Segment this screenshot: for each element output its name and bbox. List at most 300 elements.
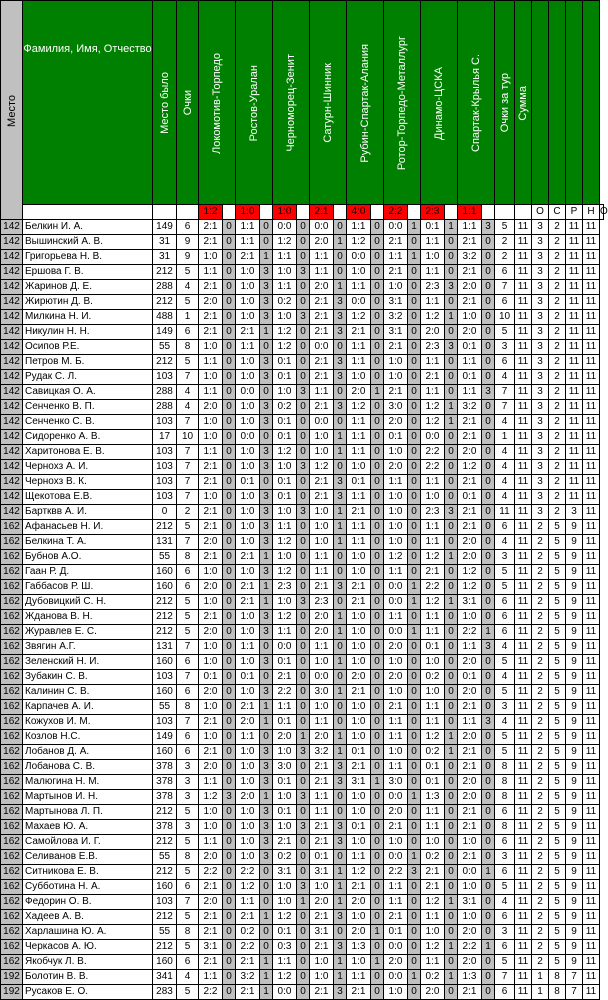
points-cell: 5 xyxy=(177,295,199,310)
prediction-cell: 1:0 xyxy=(384,535,408,550)
stat-cell: 11 xyxy=(583,970,600,985)
prediction-points-cell: 0 xyxy=(408,880,421,895)
place-cell: 162 xyxy=(1,715,23,730)
prediction-points-cell: 0 xyxy=(445,580,458,595)
prediction-cell: 3:1 xyxy=(384,295,408,310)
prediction-cell: 2:1 xyxy=(384,910,408,925)
stat-cell: 11 xyxy=(583,805,600,820)
prediction-points-cell: 0 xyxy=(223,505,236,520)
place-was-cell: 55 xyxy=(153,925,177,940)
results-blank xyxy=(495,205,515,220)
stat-cell: 2 xyxy=(532,850,549,865)
prediction-points-cell: 0 xyxy=(223,820,236,835)
prediction-points-cell: 3 xyxy=(260,625,273,640)
stat-cell: 3 xyxy=(532,370,549,385)
prediction-points-cell: 0 xyxy=(371,640,384,655)
table-row xyxy=(1,805,604,820)
prediction-points-cell: 0 xyxy=(223,460,236,475)
prediction-cell: 1:0 xyxy=(236,445,260,460)
stat-cell: 11 xyxy=(566,490,583,505)
table-row xyxy=(1,445,604,460)
prediction-cell: 2:0 xyxy=(458,655,482,670)
header-match-3: Черноморец-Зенит xyxy=(273,1,310,205)
round-points-cell: 4 xyxy=(495,415,515,430)
prediction-cell: 2:3 xyxy=(273,580,297,595)
prediction-cell: 1:0 xyxy=(199,415,223,430)
prediction-cell: 1:0 xyxy=(273,505,297,520)
place-cell: 142 xyxy=(1,430,23,445)
stat-cell: 11 xyxy=(583,835,600,850)
sum-cell: 11 xyxy=(515,715,532,730)
prediction-cell: 0:0 xyxy=(384,595,408,610)
prediction-points-cell: 3 xyxy=(297,595,310,610)
round-points-cell: 3 xyxy=(495,550,515,565)
prediction-cell: 2:1 xyxy=(236,700,260,715)
stat-cell: 8 xyxy=(549,970,566,985)
prediction-cell: 2:1 xyxy=(347,985,371,1000)
prediction-cell: 1:0 xyxy=(347,550,371,565)
prediction-cell: 1:0 xyxy=(236,490,260,505)
prediction-points-cell: 0 xyxy=(334,925,347,940)
table-row xyxy=(1,265,604,280)
prediction-points-cell: 0 xyxy=(371,805,384,820)
prediction-points-cell: 0 xyxy=(371,415,384,430)
prediction-points-cell: 0 xyxy=(371,940,384,955)
place-cell: 192 xyxy=(1,985,23,1000)
prediction-points-cell: 3 xyxy=(334,490,347,505)
stat-cell: 2 xyxy=(549,265,566,280)
prediction-cell: 2:2 xyxy=(458,625,482,640)
prediction-points-cell: 0 xyxy=(371,685,384,700)
place-was-cell: 288 xyxy=(153,385,177,400)
prediction-points-cell: 0 xyxy=(371,340,384,355)
prediction-points-cell: 0 xyxy=(371,670,384,685)
place-was-cell: 103 xyxy=(153,445,177,460)
match-result-gap xyxy=(334,205,347,220)
prediction-cell: 2:0 xyxy=(310,625,334,640)
prediction-cell: 2:1 xyxy=(458,415,482,430)
round-points-cell: 5 xyxy=(495,955,515,970)
prediction-points-cell: 0 xyxy=(482,235,495,250)
prediction-cell: 2:0 xyxy=(458,445,482,460)
table-row xyxy=(1,550,604,565)
prediction-cell: 1:2 xyxy=(347,310,371,325)
stat-cell: 3 xyxy=(532,325,549,340)
prediction-points-cell: 0 xyxy=(260,925,273,940)
sum-cell: 11 xyxy=(515,745,532,760)
prediction-cell: 0:1 xyxy=(273,475,297,490)
prediction-cell: 0:0 xyxy=(236,385,260,400)
place-cell: 142 xyxy=(1,340,23,355)
prediction-points-cell: 0 xyxy=(445,610,458,625)
prediction-cell: 2:1 xyxy=(458,505,482,520)
prediction-cell: 1:1 xyxy=(273,700,297,715)
prediction-points-cell: 0 xyxy=(371,265,384,280)
prediction-points-cell: 0 xyxy=(260,670,273,685)
place-was-cell: 55 xyxy=(153,550,177,565)
prediction-cell: 1:0 xyxy=(347,805,371,820)
prediction-points-cell: 0 xyxy=(260,235,273,250)
sum-cell: 11 xyxy=(515,280,532,295)
stat-cell: 5 xyxy=(549,685,566,700)
round-points-cell: 5 xyxy=(495,565,515,580)
prediction-points-cell: 0 xyxy=(408,745,421,760)
prediction-points-cell: 0 xyxy=(408,775,421,790)
round-points-cell: 5 xyxy=(495,745,515,760)
prediction-points-cell: 1 xyxy=(334,955,347,970)
prediction-cell: 2:1 xyxy=(384,820,408,835)
prediction-points-cell: 0 xyxy=(408,325,421,340)
place-was-cell: 212 xyxy=(153,520,177,535)
prediction-cell: 1:1 xyxy=(347,340,371,355)
prediction-cell: 0:1 xyxy=(273,490,297,505)
stat-cell: 2 xyxy=(532,610,549,625)
prediction-cell: 1:0 xyxy=(236,355,260,370)
prediction-cell: 2:1 xyxy=(310,760,334,775)
prediction-cell: 1:1 xyxy=(310,385,334,400)
points-cell: 7 xyxy=(177,490,199,505)
prediction-points-cell: 3 xyxy=(334,475,347,490)
sum-cell: 11 xyxy=(515,970,532,985)
place-cell: 142 xyxy=(1,310,23,325)
points-cell: 2 xyxy=(177,505,199,520)
table-row xyxy=(1,910,604,925)
table-row xyxy=(1,340,604,355)
stat-cell: 11 xyxy=(583,580,600,595)
prediction-points-cell: 1 xyxy=(408,625,421,640)
prediction-cell: 1:0 xyxy=(384,835,408,850)
prediction-cell: 1:1 xyxy=(421,715,445,730)
stat-cell: 11 xyxy=(583,400,600,415)
stat-cell: 2 xyxy=(532,910,549,925)
points-cell: 4 xyxy=(177,970,199,985)
prediction-cell: 2:1 xyxy=(236,550,260,565)
prediction-points-cell: 0 xyxy=(371,505,384,520)
name-cell: Жданова В. Н. xyxy=(23,610,153,625)
table-row xyxy=(1,835,604,850)
points-cell: 8 xyxy=(177,850,199,865)
prediction-cell: 1:1 xyxy=(384,895,408,910)
table-row xyxy=(1,940,604,955)
table-row xyxy=(1,520,604,535)
table-row xyxy=(1,925,604,940)
table-row xyxy=(1,625,604,640)
sum-cell: 11 xyxy=(515,880,532,895)
stat-cell: 11 xyxy=(583,280,600,295)
prediction-cell: 2:1 xyxy=(236,580,260,595)
prediction-cell: 2:0 xyxy=(310,895,334,910)
prediction-points-cell: 3 xyxy=(482,220,495,235)
sum-cell: 11 xyxy=(515,580,532,595)
points-cell: 5 xyxy=(177,520,199,535)
prediction-points-cell: 0 xyxy=(223,550,236,565)
prediction-points-cell: 3 xyxy=(334,910,347,925)
sum-cell: 11 xyxy=(515,475,532,490)
points-cell: 6 xyxy=(177,730,199,745)
stat-cell: 2 xyxy=(549,355,566,370)
prediction-cell: 2:1 xyxy=(310,400,334,415)
round-points-cell: 6 xyxy=(495,355,515,370)
place-cell: 142 xyxy=(1,505,23,520)
points-cell: 7 xyxy=(177,670,199,685)
prediction-cell: 2:0 xyxy=(199,625,223,640)
stat-cell: 5 xyxy=(549,565,566,580)
prediction-cell: 2:1 xyxy=(199,220,223,235)
prediction-cell: 1:0 xyxy=(199,430,223,445)
stat-cell: 3 xyxy=(532,415,549,430)
place-was-cell: 103 xyxy=(153,715,177,730)
prediction-cell: 0:1 xyxy=(273,715,297,730)
prediction-cell: 1:0 xyxy=(273,265,297,280)
prediction-points-cell: 3 xyxy=(260,505,273,520)
prediction-cell: 2:1 xyxy=(310,475,334,490)
table-row xyxy=(1,655,604,670)
place-cell: 162 xyxy=(1,640,23,655)
stat-cell: 9 xyxy=(566,760,583,775)
prediction-cell: 0:0 xyxy=(273,220,297,235)
prediction-points-cell: 0 xyxy=(482,535,495,550)
stat-cell: 11 xyxy=(583,655,600,670)
prediction-cell: 1:0 xyxy=(347,715,371,730)
prediction-cell: 0:1 xyxy=(384,430,408,445)
prediction-cell: 3:1 xyxy=(273,865,297,880)
prediction-cell: 2:1 xyxy=(310,775,334,790)
stat-cell: 5 xyxy=(549,850,566,865)
prediction-cell: 2:1 xyxy=(310,310,334,325)
prediction-cell: 0:0 xyxy=(273,640,297,655)
stat-cell: 2 xyxy=(549,415,566,430)
prediction-cell: 1:1 xyxy=(384,730,408,745)
prediction-points-cell: 0 xyxy=(371,700,384,715)
points-cell: 7 xyxy=(177,445,199,460)
prediction-points-cell: 1 xyxy=(445,595,458,610)
stat-cell: 1 xyxy=(532,985,549,1000)
place-was-cell: 103 xyxy=(153,370,177,385)
prediction-points-cell: 3 xyxy=(260,835,273,850)
place-cell: 142 xyxy=(1,295,23,310)
prediction-points-cell: 1 xyxy=(482,940,495,955)
stat-cell: 11 xyxy=(583,820,600,835)
prediction-points-cell: 0 xyxy=(445,475,458,490)
stat-cell: 9 xyxy=(566,790,583,805)
table-row xyxy=(1,325,604,340)
prediction-points-cell: 0 xyxy=(334,790,347,805)
prediction-points-cell: 1 xyxy=(408,220,421,235)
prediction-points-cell: 0 xyxy=(482,565,495,580)
stat-cell: 9 xyxy=(566,655,583,670)
stat-cell: 9 xyxy=(566,940,583,955)
prediction-points-cell: 0 xyxy=(408,610,421,625)
prediction-cell: 0:1 xyxy=(273,355,297,370)
stat-cell: 11 xyxy=(583,475,600,490)
name-cell: Харлашина Ю. А. xyxy=(23,925,153,940)
stat-cell: 11 xyxy=(566,325,583,340)
points-cell: 8 xyxy=(177,550,199,565)
prediction-points-cell: 0 xyxy=(408,760,421,775)
prediction-points-cell: 1 xyxy=(260,715,273,730)
prediction-points-cell: 3 xyxy=(260,745,273,760)
prediction-cell: 2:0 xyxy=(384,415,408,430)
stat-cell: 11 xyxy=(583,670,600,685)
prediction-points-cell: 0 xyxy=(482,805,495,820)
prediction-cell: 1:2 xyxy=(347,865,371,880)
prediction-cell: 2:1 xyxy=(347,505,371,520)
sum-cell: 11 xyxy=(515,445,532,460)
prediction-points-cell: 0 xyxy=(223,685,236,700)
stat-cell: 9 xyxy=(566,730,583,745)
prediction-cell: 1:0 xyxy=(347,640,371,655)
prediction-points-cell: 0 xyxy=(445,565,458,580)
prediction-cell: 1:0 xyxy=(384,745,408,760)
stat-cell: 5 xyxy=(549,670,566,685)
stat-cell: 11 xyxy=(583,880,600,895)
stat-cell: 11 xyxy=(583,490,600,505)
prediction-cell: 2:1 xyxy=(310,940,334,955)
prediction-cell: 1:1 xyxy=(347,535,371,550)
prediction-cell: 1:0 xyxy=(236,415,260,430)
prediction-cell: 2:0 xyxy=(384,805,408,820)
stat-cell: 11 xyxy=(566,295,583,310)
points-cell: 7 xyxy=(177,460,199,475)
prediction-cell: 3:1 xyxy=(458,895,482,910)
prediction-cell: 1:0 xyxy=(273,550,297,565)
name-cell: Габбасов Р. Ш. xyxy=(23,580,153,595)
prediction-points-cell: 3 xyxy=(260,520,273,535)
prediction-points-cell: 0 xyxy=(482,595,495,610)
prediction-points-cell: 1 xyxy=(334,625,347,640)
match-result: 4:0 xyxy=(347,205,371,220)
round-points-cell: 4 xyxy=(495,640,515,655)
stat-cell: 5 xyxy=(549,745,566,760)
prediction-cell: 1:0 xyxy=(384,490,408,505)
prediction-points-cell: 0 xyxy=(408,400,421,415)
sum-cell: 11 xyxy=(515,910,532,925)
sum-cell: 11 xyxy=(515,670,532,685)
name-cell: Хадеев А. В. xyxy=(23,910,153,925)
prediction-cell: 0:0 xyxy=(347,250,371,265)
prediction-cell: 1:0 xyxy=(199,805,223,820)
prediction-cell: 1:0 xyxy=(347,610,371,625)
prediction-points-cell: 0 xyxy=(408,310,421,325)
prediction-cell: 2:2 xyxy=(199,865,223,880)
stat-cell: 5 xyxy=(549,790,566,805)
prediction-points-cell: 0 xyxy=(371,820,384,835)
prediction-points-cell: 0 xyxy=(334,415,347,430)
sum-cell: 11 xyxy=(515,265,532,280)
prediction-cell: 1:0 xyxy=(236,265,260,280)
points-cell: 5 xyxy=(177,265,199,280)
prediction-cell: 2:1 xyxy=(421,865,445,880)
prediction-points-cell: 0 xyxy=(482,730,495,745)
prediction-points-cell: 0 xyxy=(408,805,421,820)
prediction-points-cell: 0 xyxy=(445,985,458,1000)
prediction-cell: 1:1 xyxy=(347,445,371,460)
stat-cell: 11 xyxy=(583,940,600,955)
prediction-points-cell: 0 xyxy=(297,400,310,415)
prediction-points-cell: 0 xyxy=(260,640,273,655)
prediction-points-cell: 1 xyxy=(408,850,421,865)
prediction-points-cell: 0 xyxy=(223,250,236,265)
stat-cell: 5 xyxy=(549,640,566,655)
place-cell: 162 xyxy=(1,655,23,670)
prediction-cell: 3:0 xyxy=(384,400,408,415)
stat-cell: 5 xyxy=(549,580,566,595)
round-points-cell: 6 xyxy=(495,595,515,610)
prediction-cell: 0:0 xyxy=(421,430,445,445)
prediction-cell: 1:1 xyxy=(310,640,334,655)
prediction-points-cell: 0 xyxy=(445,235,458,250)
sum-cell: 11 xyxy=(515,370,532,385)
place-cell: 162 xyxy=(1,610,23,625)
place-was-cell: 149 xyxy=(153,325,177,340)
prediction-points-cell: 0 xyxy=(223,445,236,460)
prediction-cell: 2:0 xyxy=(421,325,445,340)
stat-cell: 11 xyxy=(566,250,583,265)
prediction-cell: 1:0 xyxy=(236,685,260,700)
points-cell: 3 xyxy=(177,790,199,805)
round-points-cell: 8 xyxy=(495,760,515,775)
prediction-points-cell: 0 xyxy=(223,220,236,235)
place-was-cell: 488 xyxy=(153,310,177,325)
name-cell: Сидоренко А. В. xyxy=(23,430,153,445)
prediction-cell: 1:1 xyxy=(347,415,371,430)
prediction-cell: 0:0 xyxy=(347,295,371,310)
name-cell: Сенченко В. П. xyxy=(23,400,153,415)
stat-cell: 11 xyxy=(566,235,583,250)
name-cell: Черкасов А. Ю. xyxy=(23,940,153,955)
prediction-cell: 1:0 xyxy=(236,310,260,325)
stat-cell: 5 xyxy=(549,595,566,610)
prediction-points-cell: 0 xyxy=(371,400,384,415)
prediction-points-cell: 0 xyxy=(260,385,273,400)
prediction-points-cell: 3 xyxy=(260,820,273,835)
prediction-points-cell: 0 xyxy=(371,250,384,265)
place-was-cell: 212 xyxy=(153,940,177,955)
prediction-points-cell: 0 xyxy=(445,715,458,730)
prediction-points-cell: 1 xyxy=(445,745,458,760)
place-cell: 162 xyxy=(1,835,23,850)
prediction-points-cell: 0 xyxy=(260,475,273,490)
prediction-points-cell: 0 xyxy=(223,940,236,955)
place-was-cell: 160 xyxy=(153,685,177,700)
prediction-points-cell: 0 xyxy=(260,220,273,235)
prediction-points-cell: 0 xyxy=(223,880,236,895)
prediction-cell: 2:1 xyxy=(347,580,371,595)
prediction-points-cell: 0 xyxy=(445,835,458,850)
place-cell: 142 xyxy=(1,280,23,295)
name-cell: Селиванов Е.В. xyxy=(23,850,153,865)
place-cell: 162 xyxy=(1,850,23,865)
prediction-points-cell: 0 xyxy=(371,475,384,490)
stat-cell: 2 xyxy=(549,220,566,235)
prediction-points-cell: 3 xyxy=(260,400,273,415)
stat-cell: 11 xyxy=(583,955,600,970)
prediction-points-cell: 0 xyxy=(482,505,495,520)
prediction-cell: 1:3 xyxy=(458,970,482,985)
prediction-cell: 1:0 xyxy=(347,265,371,280)
prediction-cell: 2:2 xyxy=(236,865,260,880)
prediction-points-cell: 3 xyxy=(260,850,273,865)
stat-cell: 11 xyxy=(566,385,583,400)
stat-cell: 9 xyxy=(566,850,583,865)
prediction-points-cell: 0 xyxy=(482,430,495,445)
prediction-cell: 1:1 xyxy=(310,565,334,580)
points-cell: 5 xyxy=(177,610,199,625)
prediction-points-cell: 0 xyxy=(223,970,236,985)
results-label-blank xyxy=(177,205,199,220)
prediction-points-cell: 0 xyxy=(334,850,347,865)
prediction-points-cell: 0 xyxy=(223,565,236,580)
